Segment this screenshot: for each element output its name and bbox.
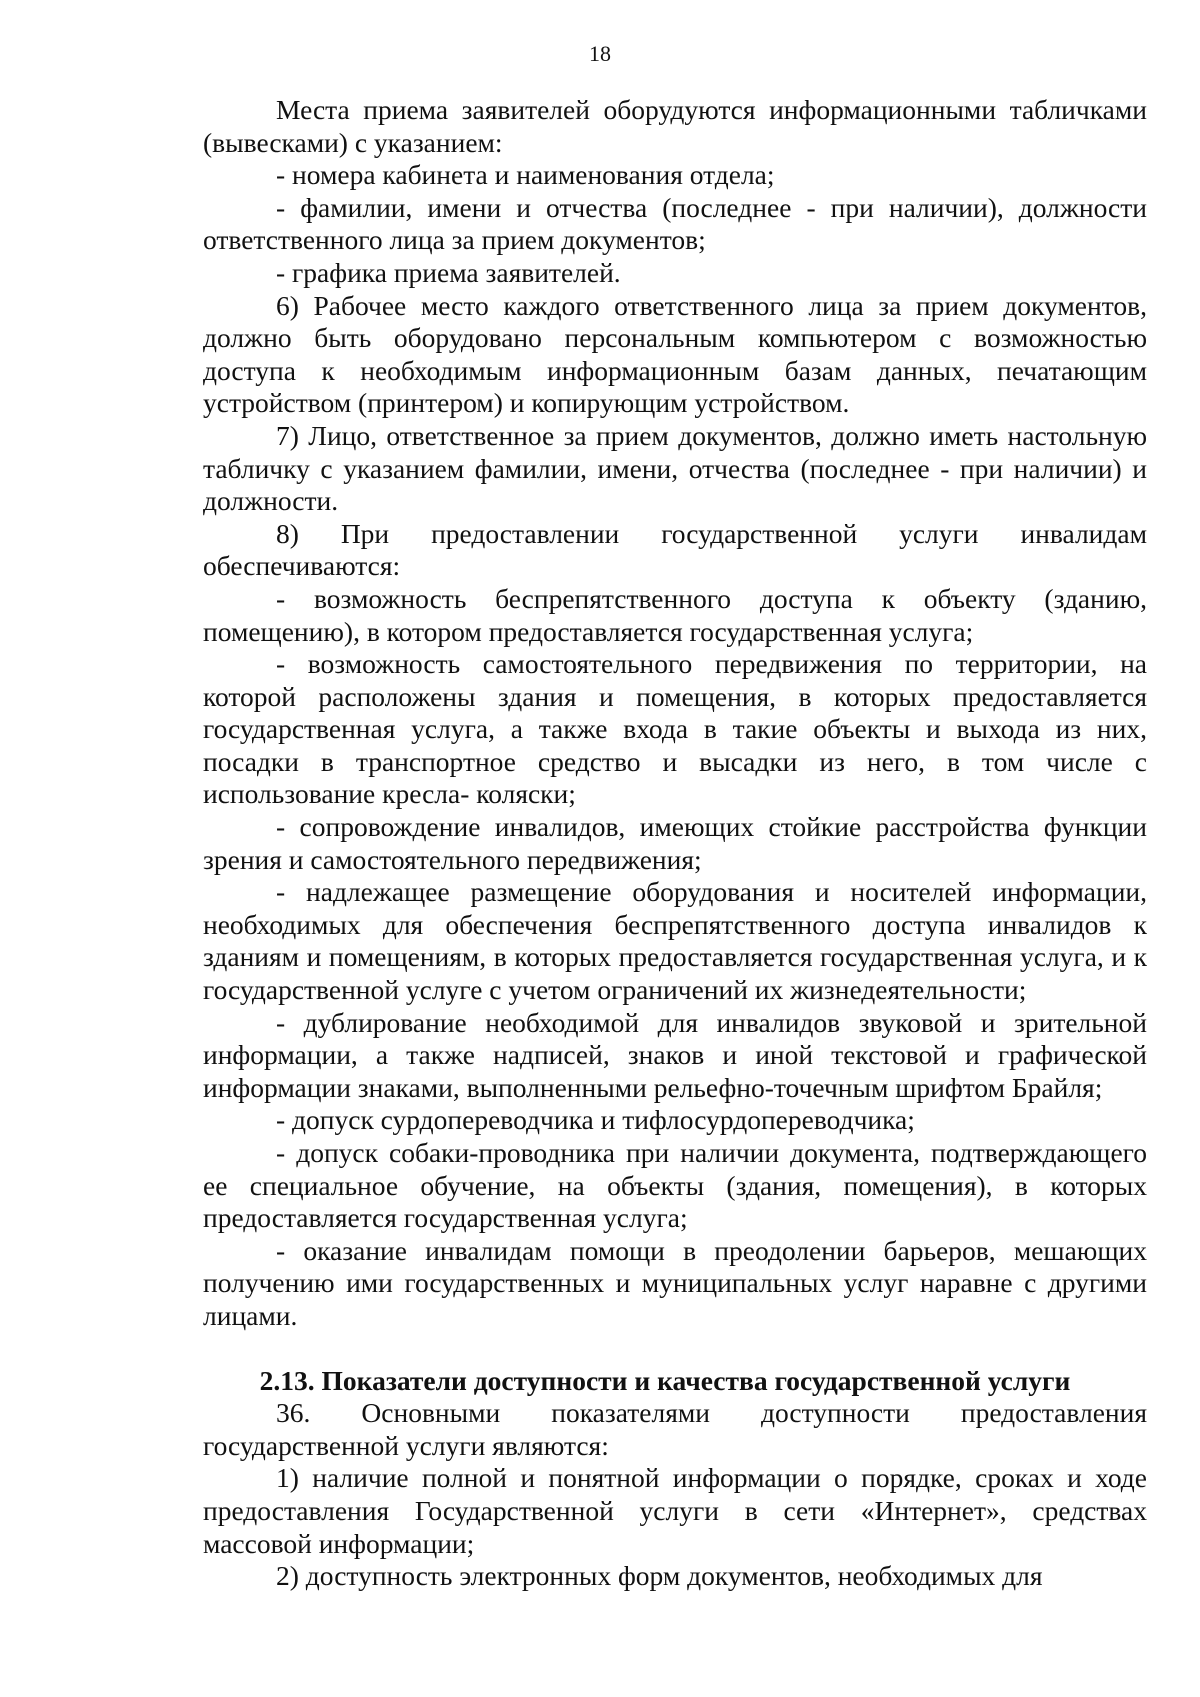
paragraph: Места приема заявителей оборудуются информационными табличками (вывесками) с указанием:: [203, 94, 1147, 158]
list-item: - фамилии, имени и отчества (последнее - при наличии), должности ответственного лица за прием документов;: [203, 191, 1147, 256]
list-item: - надлежащее размещение оборудования и носителей информации, необходимых для обеспечения беспрепятственного доступа инвалидов к зданиям и помещениям, в которых предоставляется государственная услуга, и к государственной услуге с учетом ограничений их жизнедеятельности;: [203, 876, 1147, 1006]
paragraph: 6) Рабочее место каждого ответственного лица за прием документов, должно быть оборудовано персональным компьютером с возможностью доступа к необходимым информационным базам данных, печатающим устройством (принтером) и копирующим устройством.: [203, 289, 1147, 419]
list-item: - допуск собаки-проводника при наличии документа, подтверждающего ее специальное обучение, на объекты (здания, помещения), в которых предоставляется государственная услуга;: [203, 1137, 1147, 1234]
paragraph: 7) Лицо, ответственное за прием документов, должно иметь настольную табличку с указанием фамилии, имени, отчества (последнее - при наличии) и должности.: [203, 419, 1147, 517]
paragraph: 36. Основными показателями доступности предоставления государственной услуги являются:: [203, 1397, 1147, 1461]
list-item: - возможность беспрепятственного доступа к объекту (зданию, помещению), в котором предоставляется государственная услуга;: [203, 582, 1147, 647]
list-item: 1) наличие полной и понятной информации о порядке, сроках и ходе предоставления Государственной услуги в сети «Интернет», средствах массовой информации;: [203, 1462, 1147, 1559]
section-heading: 2.13. Показатели доступности и качества государственной услуги: [259, 1364, 1071, 1396]
paragraph: 8) При предоставлении государственной услуги инвалидам обеспечиваются:: [203, 517, 1147, 582]
page-number: 18: [589, 41, 611, 66]
section-spacer: [203, 1333, 1147, 1365]
list-item: - возможность самостоятельного передвижения по территории, на которой расположены здания и помещения, в которых предоставляется государственная услуга, а также входа в такие объекты и выхода из них, посадки в транспортное средство и высадки из него, в том числе с использование кресла- коляски;: [203, 648, 1147, 810]
list-item: - оказание инвалидам помощи в преодолении барьеров, мешающих получению ими государственных и муниципальных услуг наравне с другими лицами.: [203, 1234, 1147, 1331]
list-item: 2) доступность электронных форм документов, необходимых для: [276, 1560, 1043, 1592]
list-item: - графика приема заявителей.: [276, 256, 621, 288]
list-item: - номера кабинета и наименования отдела;: [276, 159, 775, 191]
document-body: [203, 94, 1147, 1593]
list-item: - сопровождение инвалидов, имеющих стойкие расстройства функции зрения и самостоятельного передвижения;: [203, 811, 1147, 875]
list-item: - допуск сурдопереводчика и тифлосурдопереводчика;: [276, 1104, 915, 1136]
list-item: - дублирование необходимой для инвалидов звуковой и зрительной информации, а также надписей, знаков и иной текстовой и графической информации знаками, выполненными рельефно-точечным шрифтом Брайля;: [203, 1006, 1147, 1103]
